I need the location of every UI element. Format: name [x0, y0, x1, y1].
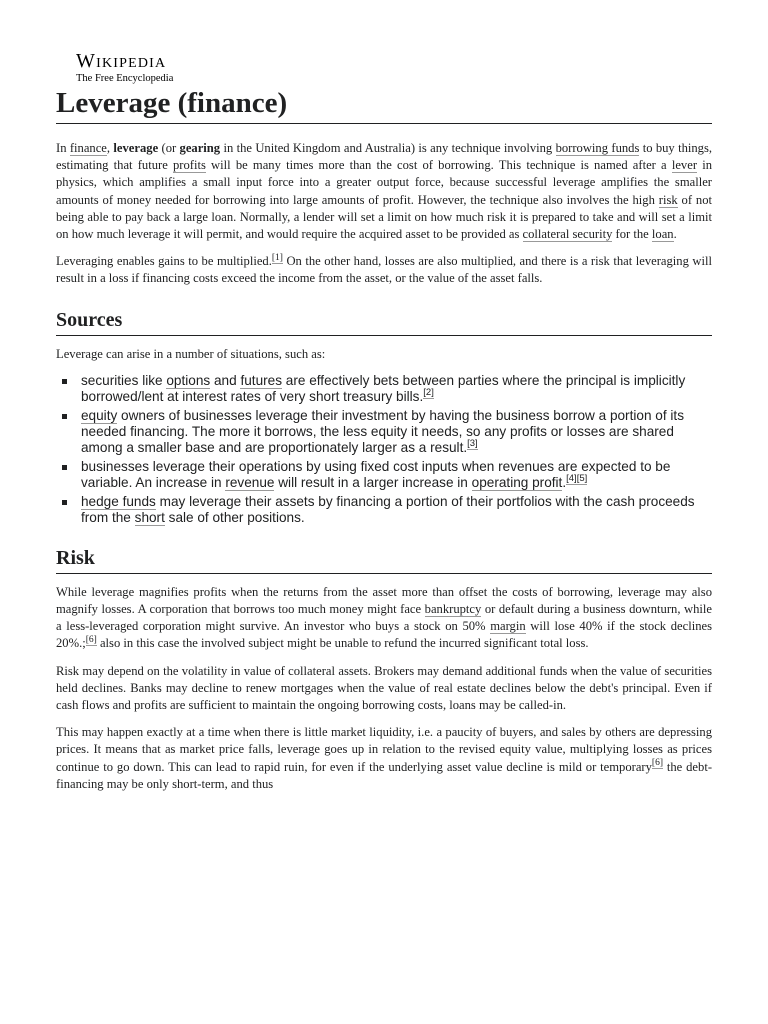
list-item: equity owners of businesses leverage their investment by having the business borrow a portion of its needed financing. The more it borrows, the less equity it needs, so any profits or losses are shared among a smaller base and are proportionately larger as a result.[3] — [81, 408, 712, 456]
risk-paragraph-2: Risk may depend on the volatility in value of collateral assets. Brokers may demand additional funds when the value of securities held declines. Banks may decline to renew mortgages when the value of real estate declines below the debt's principal. Even if cash flows and profits are sufficient to maintain the ongoing borrowing costs, loans may be called-in. — [56, 663, 712, 713]
link-equity[interactable]: equity — [81, 407, 118, 423]
sources-list — [56, 373, 712, 526]
bullet-icon — [62, 500, 67, 505]
link-finance[interactable]: finance — [69, 141, 107, 155]
intro-paragraph-1: In finance, leverage (or gearing in the United Kingdom and Australia) is any technique involving borrowing funds to buy things, estimating that future profits will be many times more than the cost of borrowing. This technique is named after a lever in physics, which amplifies a small input force into a greater output force, because successful leverage amplifies the smaller amounts of money needed for borrowing into large amounts of profit. However, the technique also involves the high risk of not being able to pay back a large loan. Normally, a lender will set a limit on how much risk it is prepared to take and will set a limit on how much leverage it will permit, and would require the acquired asset to be provided as collateral security for the loan. — [56, 141, 713, 242]
link-collateral-security[interactable]: collateral security — [522, 227, 613, 242]
link-short[interactable]: short — [134, 509, 165, 525]
list-item: securities like options and futures are effectively bets between parties where the principal is implicitly borrowed/lent at interest rates of very short treasury bills.[2] — [81, 373, 712, 405]
bullet-icon — [62, 465, 67, 470]
bullet-icon — [62, 414, 67, 419]
link-hedge-funds[interactable]: hedge funds — [81, 493, 156, 509]
list-item: hedge funds may leverage their assets by financing a portion of their portfolios with the cash proceeds from the short sale of other positions. — [81, 494, 712, 526]
citation-3[interactable]: [3] — [467, 438, 478, 450]
page-title: Leverage (finance) — [56, 84, 712, 124]
sources-intro: Leverage can arise in a number of situations, such as: — [56, 346, 326, 361]
section-heading-sources: Sources — [56, 306, 712, 336]
logo-tagline: The Free Encyclopedia — [76, 73, 174, 84]
link-operating-profit[interactable]: operating profit — [471, 474, 563, 490]
link-lever[interactable]: lever — [671, 158, 698, 173]
citation-1[interactable]: [1] — [271, 253, 283, 264]
section-heading-risk: Risk — [56, 544, 712, 574]
link-loan[interactable]: loan — [651, 227, 674, 242]
logo-wordmark: Wikipedia — [76, 50, 167, 72]
intro-paragraph-2: Leveraging enables gains to be multiplied.[1] On the other hand, losses are also multiplied, and there is a risk that leveraging will result in a loss if financing costs exceed the income from the asset, or the value of the asset falls. — [56, 253, 712, 286]
link-futures[interactable]: futures — [240, 372, 283, 388]
wikipedia-logo[interactable] — [76, 51, 173, 85]
bullet-icon — [62, 379, 67, 384]
risk-paragraph-3: This may happen exactly at a time when there is little market liquidity, i.e. a paucity of buyers, and sales by others are depressing prices. It means that as market price falls, leverage goes up in relation to the revised equity value, multiplying losses as prices continue to go down. This can lead to rapid ruin, for even if the underlying asset value decline is mild or temporary[6] the debt-financing may be only short-term, and thus — [56, 725, 713, 791]
citation-5[interactable]: [5] — [576, 473, 588, 485]
citation-6[interactable]: [6] — [85, 635, 97, 646]
link-options[interactable]: options — [166, 372, 211, 388]
link-margin[interactable]: margin — [490, 619, 526, 634]
citation-6[interactable]: [6] — [651, 758, 663, 769]
link-risk[interactable]: risk — [658, 192, 678, 207]
term-gearing: gearing — [179, 141, 221, 155]
link-bankruptcy[interactable]: bankruptcy — [424, 602, 482, 617]
link-profits[interactable]: profits — [172, 158, 206, 173]
citation-2[interactable]: [2] — [423, 387, 434, 399]
citation-4[interactable]: [4] — [566, 473, 577, 485]
term-leverage: leverage — [113, 141, 159, 155]
link-revenue[interactable]: revenue — [225, 474, 275, 490]
risk-paragraph-1: While leverage magnifies profits when the returns from the asset more than offset the costs of borrowing, leverage may also magnify losses. A corporation that borrows too much money might face bankruptcy or default during a business downturn, while a less-leveraged corporation might survive. An investor who buys a stock on 50% margin will lose 40% if the stock declines 20%.;[6] also in this case the involved subject might be unable to refund the incurred significant total loss. — [56, 584, 713, 651]
link-borrowing-funds[interactable]: borrowing funds — [555, 141, 640, 155]
article-content — [56, 140, 712, 803]
list-item: businesses leverage their operations by using fixed cost inputs when revenues are expected to be variable. An increase in revenue will result in a larger increase in operating profit.[4][5] — [81, 459, 712, 491]
